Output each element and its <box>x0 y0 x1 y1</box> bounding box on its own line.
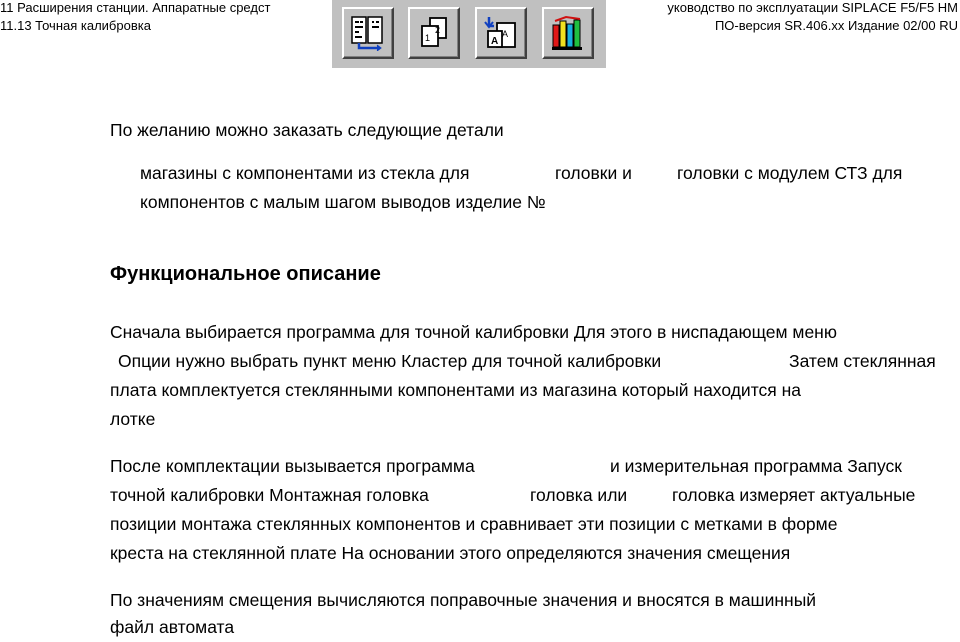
paragraph1-line3: плата комплектуется стеклянными компонентами из магазина который находится на <box>110 380 801 400</box>
header-manual-title: уководство по эксплуатации SIPLACE F5/F5 HM <box>667 0 958 15</box>
svg-text:A: A <box>491 36 499 47</box>
list-item-line1-part1: магазины с компонентами из стекла для <box>140 163 470 183</box>
library-button[interactable] <box>542 7 594 59</box>
pages-icon <box>416 15 452 51</box>
paragraph1-line2-part1: Опции нужно выбрать пункт меню Кластер для точной калибровки <box>118 351 662 371</box>
header-section-title: 11.13 Точная калибровка <box>0 18 151 33</box>
section-heading: Функциональное описание <box>110 263 381 285</box>
list-item-line1-part3: головки с модулем СТЗ для <box>677 163 903 183</box>
paragraph1-line4: лотке <box>110 409 156 429</box>
intro-paragraph: По желанию можно заказать следующие детали <box>110 120 504 140</box>
library-books-icon <box>550 15 586 51</box>
paragraph1-line2-part2: Затем стеклянная <box>789 351 936 371</box>
paragraph2-line1-part2: и измерительная программа Запуск <box>610 456 902 476</box>
paragraph2-line2-part3: головка измеряет актуальные <box>672 485 916 505</box>
list-item-line2: компонентов с малым шагом выводов изделие № <box>140 192 546 212</box>
header-version-info: ПО-версия SR.406.xx Издание 02/00 RU <box>714 18 958 33</box>
paragraph2-line2-part2: головка или <box>530 485 628 505</box>
contents-icon <box>350 15 386 51</box>
pages-button[interactable] <box>408 7 460 59</box>
search-document-icon <box>483 15 519 51</box>
paragraph1-line1: Сначала выбирается программа для точной калибровки Для этого в ниспадающем меню <box>110 322 837 342</box>
contents-button[interactable] <box>342 7 394 59</box>
header-chapter-title: 11 Расширения станции. Аппаратные средст <box>0 0 271 15</box>
paragraph2-line3: позиции монтажа стеклянных компонентов и сравнивает эти позиции с метками в форме <box>110 514 838 534</box>
paragraph3-line1: По значениям смещения вычисляются поправочные значения и вносятся в машинный <box>110 590 817 610</box>
paragraph3-line2: файл автомата <box>110 617 235 637</box>
search-document-button[interactable] <box>475 7 527 59</box>
svg-text:2: 2 <box>435 25 441 35</box>
paragraph2-line1-part1: После комплектации вызывается программа <box>110 456 475 476</box>
paragraph2-line4: креста на стеклянной плате На основании этого определяются значения смещения <box>110 543 791 563</box>
list-item-line1-part2: головки и <box>555 163 632 183</box>
paragraph2-line2-part1: точной калибровки Монтажная головка <box>110 485 429 505</box>
svg-text:1: 1 <box>425 33 431 43</box>
navigation-toolbar <box>332 0 606 68</box>
svg-text:A: A <box>502 29 509 39</box>
